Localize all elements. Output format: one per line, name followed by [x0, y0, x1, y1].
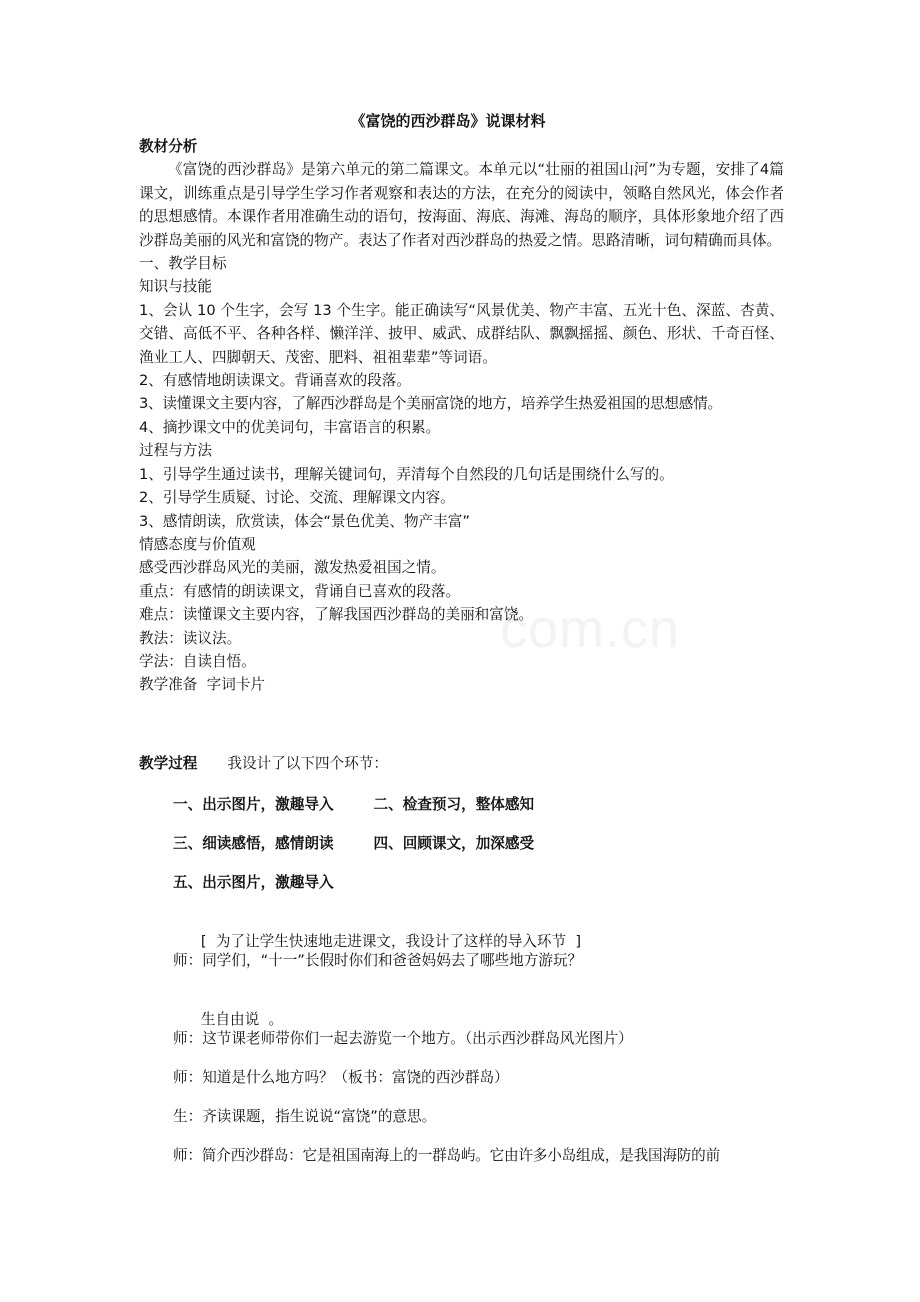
section-heading-textbook: 教材分析	[139, 138, 198, 155]
teaching-process	[139, 754, 799, 1185]
knowledge-item: 4、摘抄课文中的优美词句，丰富语言的积累。	[139, 418, 441, 436]
stage-row	[139, 873, 799, 912]
stage-item: 一、出示图片，激趣导入	[173, 796, 334, 813]
dialog-line: 师：简介西沙群岛：它是祖国南海上的一群岛屿。它由许多小岛组成，是我国海防的前	[173, 1147, 720, 1164]
document-body	[139, 135, 784, 697]
knowledge-item: 1、会认 10 个生字，会写 13 个生字。能正确读写“风景优美、物产丰富、五光十色、深蓝、杏黄、交错、高低不平、各种各样、懒洋洋、披甲、威武、成群结队、飘飘摇摇、颜色、形状、千奇百怪、渔业工人、四脚朝天、茂密、肥料、祖祖辈辈”等词语。	[139, 301, 784, 366]
stage-item: 二、检查预习，整体感知	[373, 796, 535, 813]
attitude-text: 感受西沙群岛风光的美丽，激发热爱祖国之情。	[139, 559, 446, 577]
dialog-line: 生自由说 。	[200, 1011, 284, 1028]
watermark: com.cn	[500, 599, 681, 659]
design-note: [ 为了让学生快速地走进课文，我设计了这样的导入环节 ]	[200, 933, 582, 950]
method-item: 2、引导学生质疑、讨论、交流、理解课文内容。	[139, 489, 455, 507]
key-point: 重点：有感情的朗读课文，背诵自已喜欢的段落。	[139, 582, 461, 600]
method-heading: 过程与方法	[139, 442, 212, 460]
stage-row	[139, 795, 799, 834]
dialog-line: 生：齐读课题，指生说说“富饶”的意思。	[173, 1108, 437, 1125]
knowledge-item: 3、读懂课文主要内容，了解西沙群岛是个美丽富饶的地方，培养学生热爱祖国的思想感情。	[139, 395, 722, 413]
process-intro-row	[139, 754, 799, 795]
stage-item: 五、出示图片，激趣导入	[173, 874, 334, 891]
method-item: 3、感情朗读，欣赏读，体会“景色优美、物产丰富”	[139, 512, 470, 530]
stage-item: 三、细读感悟，感情朗读	[173, 835, 334, 852]
method-item: 1、引导学生通过读书，理解关键词句，弄清每个自然段的几句话是围绕什么写的。	[139, 465, 674, 483]
stage-row	[139, 834, 799, 873]
dialog-line: 师：知道是什么地方吗？（板书：富饶的西沙群岛）	[173, 1069, 509, 1086]
dialog-line: 师：同学们，“十一”长假时你们和爸爸妈妈去了哪些地方游玩？	[173, 952, 583, 969]
goals-heading: 一、教学目标	[139, 255, 227, 273]
learning-method: 学法：自读自悟。	[139, 652, 256, 670]
process-intro: 我设计了以下四个环节：	[227, 755, 388, 772]
note-row	[139, 912, 799, 951]
document-title: 《富饶的西沙群岛》说课材料	[350, 112, 546, 130]
dialog-line: 师：这节课老师带你们一起去游览一个地方。（出示西沙群岛风光图片）	[173, 1030, 633, 1047]
difficulty: 难点：读懂课文主要内容，了解我国西沙群岛的美丽和富饶。	[139, 606, 534, 624]
preparation: 教学准备 字词卡片	[139, 676, 266, 694]
stage-item: 四、回顾课文，加深感受	[373, 835, 535, 852]
teaching-method: 教法：读议法。	[139, 629, 242, 647]
process-label: 教学过程	[139, 755, 198, 772]
analysis-paragraph: 《富饶的西沙群岛》是第六单元的第二篇课文。本单元以“壮丽的祖国山河”为专题，安排了4篇课文，训练重点是引导学生学习作者观察和表达的方法，在充分的阅读中，领略自然风光，体会作者的思想感情。本课作者用准确生动的语句，按海面、海底、海滩、海岛的顺序，具体形象地介绍了西沙群岛美丽的风光和富饶的物产。表达了作者对西沙群岛的热爱之情。思路清晰，词句精确而具体。	[139, 161, 784, 249]
knowledge-item: 2、有感情地朗读课文。背诵喜欢的段落。	[139, 372, 411, 390]
knowledge-heading: 知识与技能	[139, 278, 212, 296]
attitude-heading: 情感态度与价值观	[139, 535, 256, 553]
